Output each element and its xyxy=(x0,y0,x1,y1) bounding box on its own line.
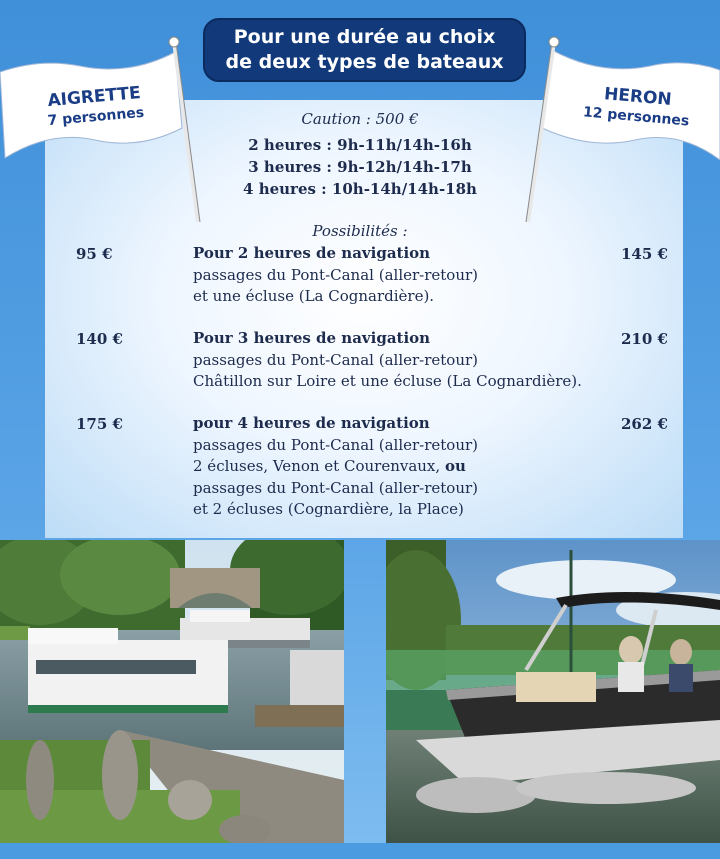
offer-3h-line-2: Châtillon sur Loire et une écluse (La Cognardière). xyxy=(193,372,582,390)
offer-4h-or: ou xyxy=(444,457,466,475)
schedule-3h: 3 heures : 9h-12h/14h-17h xyxy=(248,158,472,176)
pontoon-photo-icon xyxy=(386,540,720,843)
flag-heron xyxy=(520,0,720,230)
photo-pontoon-boat xyxy=(386,540,720,843)
title-banner xyxy=(203,18,526,82)
price-heron-3h: 210 € xyxy=(621,330,668,348)
offer-4h-line-1: passages du Pont-Canal (aller-retour) xyxy=(193,435,479,454)
offer-4h-line-3: passages du Pont-Canal (aller-retour) xyxy=(193,478,479,497)
offer-2h-line-1: passages du Pont-Canal (aller-retour) xyxy=(193,265,479,284)
offer-4h-title: pour 4 heures de navigation xyxy=(193,414,430,432)
price-aigrette-4h: 175 € xyxy=(76,415,123,433)
price-aigrette-2h: 95 € xyxy=(76,245,113,263)
canal-photo-icon xyxy=(0,540,344,843)
bottom-strip xyxy=(0,843,720,859)
photo-canal-boats xyxy=(0,540,344,843)
boat-capacity-aigrette: 7 personnes xyxy=(46,104,145,130)
offer-2h-title: Pour 2 heures de navigation xyxy=(193,244,431,262)
schedule-2h: 2 heures : 9h-11h/14h-16h xyxy=(248,136,472,154)
price-aigrette-3h: 140 € xyxy=(76,330,123,348)
title-line-1: Pour une durée au choix xyxy=(233,26,496,48)
caution-text: Caution : 500 € xyxy=(301,110,419,128)
flag-aigrette xyxy=(0,0,220,230)
offer-3h xyxy=(193,328,582,393)
price-heron-4h: 262 € xyxy=(621,415,668,433)
offer-4h-line-2 xyxy=(193,456,478,478)
boat-name-heron: HERON xyxy=(603,84,673,110)
title-line-2: de deux types de bateaux xyxy=(225,51,504,73)
offer-4h xyxy=(193,413,478,521)
offer-4h-line-4: et 2 écluses (Cognardière, la Place) xyxy=(193,500,464,518)
offer-4h-line-2-text: 2 écluses, Venon et Courenvaux, xyxy=(193,457,441,475)
schedule-4h: 4 heures : 10h-14h/14h-18h xyxy=(243,180,477,198)
boat-capacity-heron: 12 personnes xyxy=(582,104,690,130)
offer-3h-title: Pour 3 heures de navigation xyxy=(193,329,431,347)
offer-3h-line-1: passages du Pont-Canal (aller-retour) xyxy=(193,350,479,369)
boat-name-aigrette: AIGRETTE xyxy=(46,83,142,112)
price-heron-2h: 145 € xyxy=(621,245,668,263)
offer-2h-line-2: et une écluse (La Cognardière). xyxy=(193,287,435,305)
offer-2h xyxy=(193,243,478,308)
possibilities-label: Possibilités : xyxy=(312,222,408,240)
